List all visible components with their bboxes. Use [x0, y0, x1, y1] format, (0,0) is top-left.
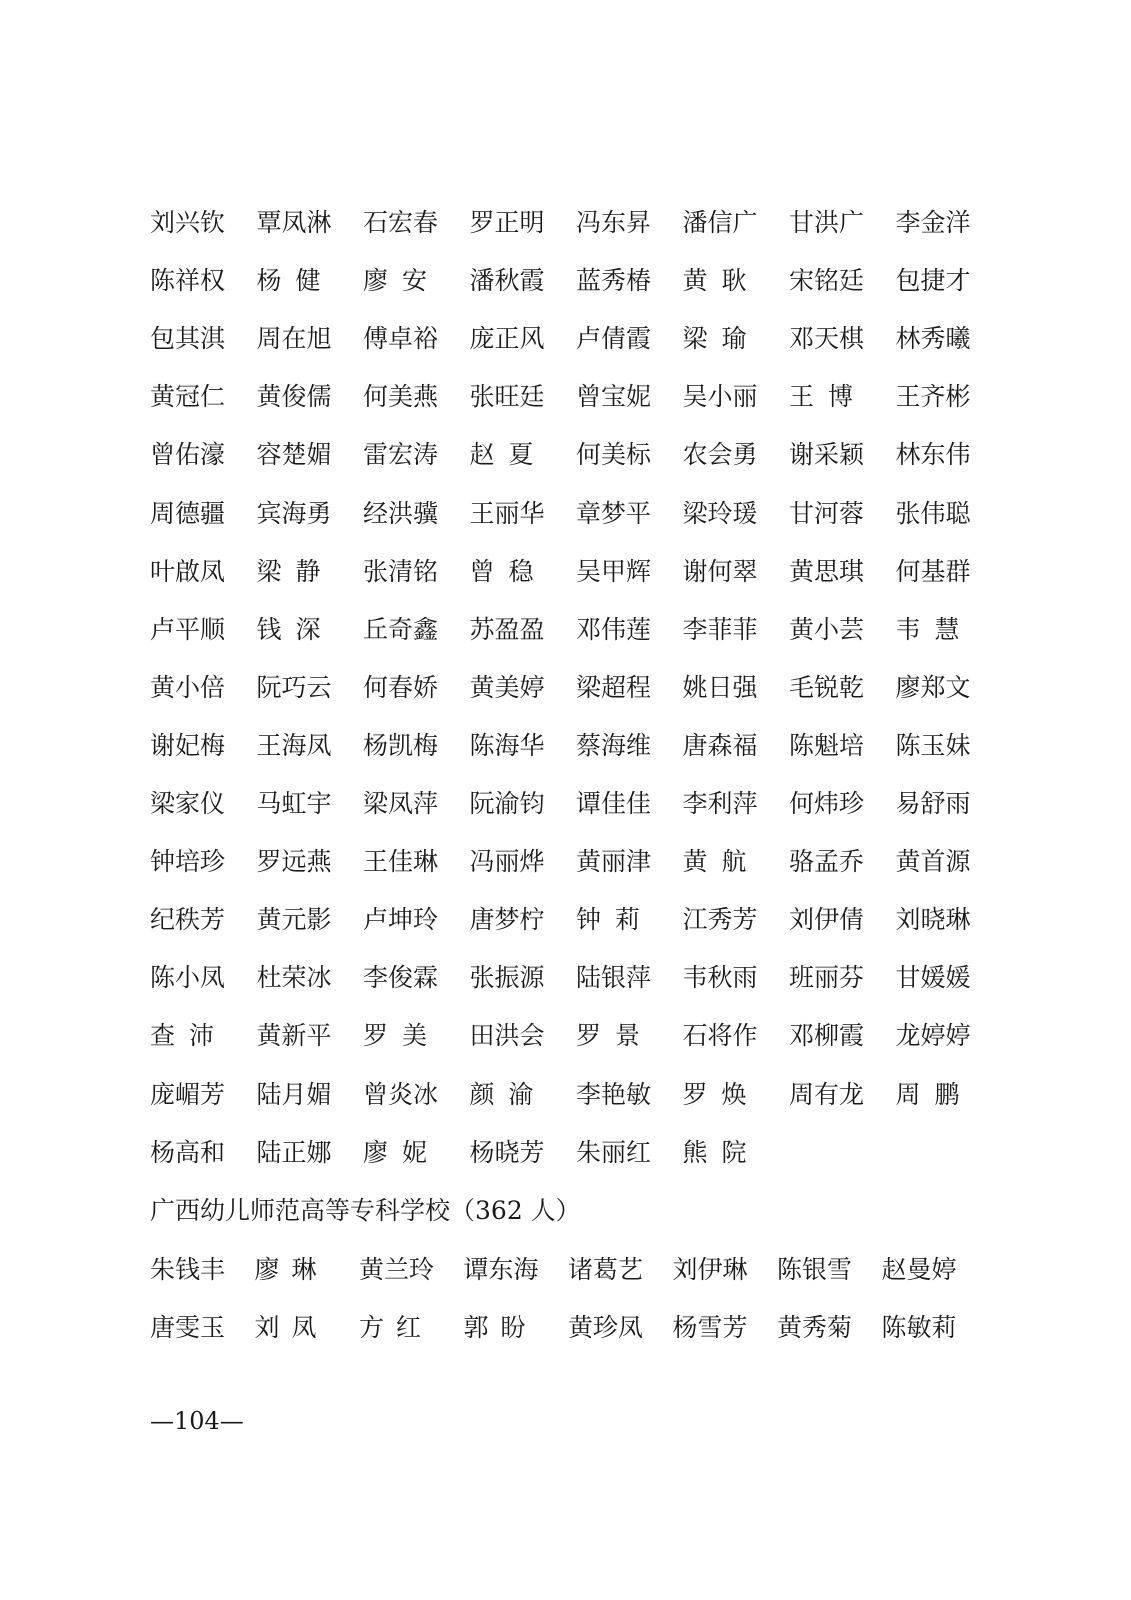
- name-entry: 石宏春: [363, 208, 439, 237]
- name-entry: 陈玉妹: [895, 730, 971, 760]
- name-entry: 邓柳霞: [789, 1021, 865, 1051]
- name-entry: 林东伟: [895, 440, 971, 470]
- name-row: [150, 435, 990, 475]
- name-entry: 周鹏: [895, 1079, 974, 1109]
- name-row: [150, 552, 990, 592]
- name-entry: 潘信广: [682, 208, 758, 237]
- name-entry: 韦秋雨: [682, 963, 758, 993]
- name-entry: 毛锐乾: [789, 672, 865, 702]
- name-entry: 罗景: [576, 1021, 655, 1051]
- name-entry: 罗焕: [682, 1079, 761, 1109]
- name-entry: 梁超程: [576, 672, 652, 702]
- name-entry: 赵曼婷: [881, 1255, 957, 1284]
- name-entry: 曾炎冰: [363, 1079, 439, 1109]
- name-row: [150, 610, 990, 650]
- name-entry: 卢平顺: [150, 614, 226, 644]
- name-entry: 张旺廷: [469, 382, 545, 412]
- name-entry: 曾宝妮: [576, 382, 652, 412]
- name-entry: 诸葛艺: [568, 1255, 644, 1284]
- name-entry: 钱深: [256, 614, 335, 644]
- name-entry: 杨晓芳: [469, 1137, 545, 1167]
- name-entry: 龙婷婷: [895, 1021, 971, 1051]
- name-entry: 谭东海: [463, 1255, 539, 1284]
- name-entry: 郭盼: [463, 1313, 538, 1342]
- name-entry: 姚日强: [682, 672, 758, 702]
- name-entry: 蓝秀椿: [576, 266, 652, 296]
- name-entry: 苏盈盈: [469, 614, 545, 644]
- name-row: [150, 1133, 990, 1173]
- name-entry: 宾海勇: [256, 498, 332, 528]
- name-entry: 张伟聪: [895, 498, 971, 528]
- name-entry: 庞嵋芳: [150, 1079, 226, 1109]
- name-entry: 杜荣冰: [256, 963, 332, 993]
- name-entry: 马虹宇: [256, 789, 332, 818]
- name-entry: 何炜珍: [789, 789, 865, 818]
- name-entry: 黄美婷: [469, 672, 545, 702]
- name-entry: 陆正娜: [256, 1137, 332, 1167]
- name-entry: 陆月媚: [256, 1079, 332, 1109]
- name-entry: 刘晓琳: [895, 905, 971, 935]
- name-entry: 蔡海维: [576, 730, 652, 760]
- name-entry: 何春娇: [363, 672, 439, 702]
- name-entry: 黄秀菊: [777, 1313, 853, 1342]
- name-entry: 叶啟凤: [150, 556, 226, 586]
- name-entry: 覃凤淋: [256, 208, 332, 237]
- name-entry: 阮巧云: [256, 672, 332, 702]
- name-entry: 谭佳佳: [576, 789, 652, 818]
- name-entry: 罗远燕: [256, 847, 332, 877]
- name-entry: 经洪骥: [363, 498, 439, 528]
- name-entry: 黄兰玲: [359, 1255, 435, 1284]
- name-entry: 刘伊倩: [789, 905, 865, 935]
- name-entry: 熊院: [682, 1137, 761, 1167]
- name-entry: 张清铭: [363, 556, 439, 586]
- name-entry: 潘秋霞: [469, 266, 545, 296]
- name-entry: 杨凯梅: [363, 730, 439, 760]
- name-entry: 唐雯玉: [150, 1313, 226, 1342]
- name-entry: 张振源: [469, 963, 545, 993]
- name-entry: 黄元影: [256, 905, 332, 935]
- name-entry: 罗美: [363, 1021, 442, 1051]
- name-entry: 王齐彬: [895, 382, 971, 412]
- name-row: [150, 494, 990, 534]
- name-entry: 何美标: [576, 440, 652, 470]
- name-entry: 王丽华: [469, 498, 545, 528]
- name-entry: 梁玲瑗: [682, 498, 758, 528]
- name-row: [150, 1308, 990, 1348]
- name-entry: 梁家仪: [150, 789, 226, 818]
- name-entry: 廖琳: [254, 1255, 329, 1284]
- name-entry: 杨雪芳: [672, 1313, 748, 1342]
- name-entry: 廖妮: [363, 1137, 442, 1167]
- name-entry: 刘凤: [254, 1313, 329, 1342]
- name-entry: 黄思琪: [789, 556, 865, 586]
- name-entry: 朱钱丰: [150, 1255, 226, 1284]
- name-entry: 谢何翠: [682, 556, 758, 586]
- name-entry: 黄丽津: [576, 847, 652, 877]
- name-entry: 宋铭廷: [789, 266, 865, 296]
- name-entry: 陈敏莉: [881, 1313, 957, 1342]
- name-row: [150, 668, 990, 708]
- name-entry: 黄首源: [895, 847, 971, 877]
- name-entry: 农会勇: [682, 440, 758, 470]
- name-entry: 甘河蓉: [789, 498, 865, 528]
- name-entry: 黄珍凤: [568, 1313, 644, 1342]
- name-entry: 陈魁培: [789, 730, 865, 760]
- name-entry: 李利萍: [682, 789, 758, 818]
- name-entry: 梁静: [256, 556, 335, 586]
- name-entry: 庞正风: [469, 324, 545, 354]
- name-entry: 李艳敏: [576, 1079, 652, 1109]
- name-entry: 何基群: [895, 556, 971, 586]
- name-entry: 黄俊儒: [256, 382, 332, 412]
- name-entry: 卢倩霞: [576, 324, 652, 354]
- name-entry: 廖安: [363, 266, 442, 296]
- name-entry: 陈小凤: [150, 963, 226, 993]
- name-entry: 黄耿: [682, 266, 761, 296]
- name-entry: 刘兴钦: [150, 208, 226, 237]
- name-entry: 邓天棋: [789, 324, 865, 354]
- name-entry: 骆孟乔: [789, 847, 865, 877]
- name-entry: 雷宏涛: [363, 440, 439, 470]
- name-entry: 甘媛媛: [895, 963, 971, 993]
- name-entry: 易舒雨: [895, 789, 971, 818]
- name-row: [150, 261, 990, 301]
- name-entry: 黄航: [682, 847, 761, 877]
- page-number: —104—: [150, 1407, 244, 1435]
- name-entry: 黄小芸: [789, 614, 865, 644]
- name-entry: 班丽芬: [789, 963, 865, 993]
- name-entry: 石将作: [682, 1021, 758, 1051]
- name-entry: 阮渝钧: [469, 789, 545, 818]
- name-entry: 傅卓裕: [363, 324, 439, 354]
- name-entry: 江秀芳: [682, 905, 758, 935]
- name-entry: 邓伟莲: [576, 614, 652, 644]
- name-entry: 包其淇: [150, 324, 226, 354]
- name-entry: 杨健: [256, 266, 335, 296]
- name-entry: 韦慧: [895, 614, 974, 644]
- name-entry: 黄新平: [256, 1021, 332, 1051]
- name-entry: 谢妃梅: [150, 730, 226, 760]
- name-entry: 方红: [359, 1313, 434, 1342]
- name-entry: 王佳琳: [363, 847, 439, 877]
- name-entry: 吴甲辉: [576, 556, 652, 586]
- name-row: [150, 1075, 990, 1115]
- name-entry: 冯东昇: [576, 208, 652, 237]
- name-entry: 梁凤萍: [363, 789, 439, 818]
- name-entry: 曾佑濠: [150, 440, 226, 470]
- name-entry: 李俊霖: [363, 963, 439, 993]
- name-entry: 梁瑜: [682, 324, 761, 354]
- name-entry: 林秀曦: [895, 324, 971, 354]
- name-entry: 赵夏: [469, 440, 548, 470]
- name-entry: 章梦平: [576, 498, 652, 528]
- name-entry: 容楚媚: [256, 440, 332, 470]
- name-entry: 廖郑文: [895, 672, 971, 702]
- name-row: [150, 842, 990, 882]
- name-entry: 卢坤玲: [363, 905, 439, 935]
- name-entry: 吴小丽: [682, 382, 758, 412]
- name-entry: 王博: [789, 382, 868, 412]
- name-entry: 甘洪广: [789, 208, 865, 237]
- name-entry: 颜渝: [469, 1079, 548, 1109]
- name-entry: 朱丽红: [576, 1137, 652, 1167]
- name-entry: 纪秩芳: [150, 905, 226, 935]
- name-entry: 谢采颖: [789, 440, 865, 470]
- school-heading: 广西幼儿师范高等专科学校（362 人）: [150, 1196, 581, 1225]
- name-entry: 何美燕: [363, 382, 439, 412]
- name-entry: 李菲菲: [682, 614, 758, 644]
- name-entry: 冯丽烨: [469, 847, 545, 877]
- name-entry: 陈海华: [469, 730, 545, 760]
- name-entry: 钟莉: [576, 905, 655, 935]
- name-row: [150, 958, 990, 998]
- name-entry: 田洪会: [469, 1021, 545, 1051]
- name-entry: 李金洋: [895, 208, 971, 237]
- name-entry: 唐梦柠: [469, 905, 545, 935]
- name-entry: 罗正明: [469, 208, 545, 237]
- name-entry: 周德疆: [150, 498, 226, 528]
- name-row: [150, 1016, 990, 1056]
- name-entry: 查沛: [150, 1021, 229, 1051]
- name-entry: 陆银萍: [576, 963, 652, 993]
- name-row: [150, 377, 990, 417]
- name-entry: 丘奇鑫: [363, 614, 439, 644]
- name-entry: 唐森福: [682, 730, 758, 760]
- name-entry: 曾稳: [469, 556, 548, 586]
- name-entry: 陈祥权: [150, 266, 226, 296]
- name-row: [150, 1250, 990, 1290]
- name-entry: 黄冠仁: [150, 382, 226, 412]
- name-entry: 王海凤: [256, 730, 332, 760]
- name-row: [150, 784, 990, 824]
- name-row: [150, 319, 990, 359]
- name-entry: 钟培珍: [150, 847, 226, 877]
- name-row: [150, 726, 990, 766]
- name-entry: 黄小倍: [150, 672, 226, 702]
- name-entry: 包捷才: [895, 266, 971, 296]
- name-row: [150, 203, 990, 243]
- name-entry: 周在旭: [256, 324, 332, 354]
- name-row: [150, 900, 990, 940]
- name-entry: 杨高和: [150, 1137, 226, 1167]
- name-entry: 刘伊琳: [672, 1255, 748, 1284]
- name-entry: 陈银雪: [777, 1255, 853, 1284]
- name-entry: 周有龙: [789, 1079, 865, 1109]
